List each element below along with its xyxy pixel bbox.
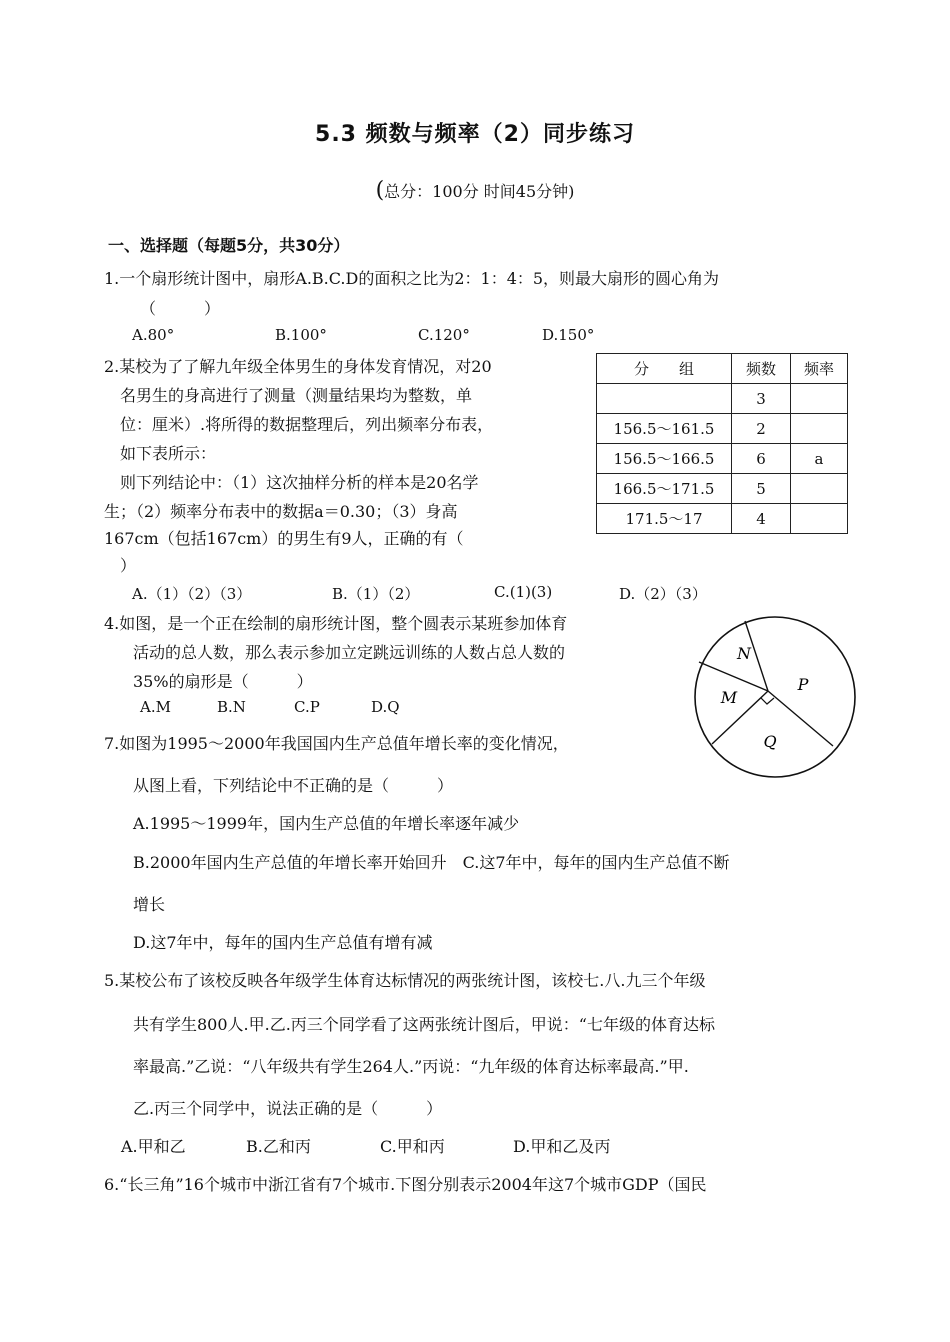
subtitle-text: 总分：100分 时间45分钟)	[384, 182, 575, 201]
pie-label-m: M	[720, 688, 738, 707]
q2-line-7: 167cm（包括167cm）的男生有9人，正确的有（	[104, 529, 464, 548]
pie-chart-figure	[690, 612, 860, 782]
q7-option-b-c: B.2000年国内生产总值的年增长率开始回升 C.这7年中，每年的国内生产总值不断	[133, 853, 730, 872]
q5-line-4: 乙.丙三个同学中，说法正确的是（ ）	[133, 1099, 443, 1118]
table-row	[597, 474, 848, 504]
q2-option-d: D.（2）（3）	[619, 585, 707, 603]
q7-option-d: D.这7年中，每年的国内生产总值有增有减	[133, 933, 433, 952]
table-cell: 156.5～161.5	[597, 414, 732, 444]
q5-line-1: 5.某校公布了该校反映各年级学生体育达标情况的两张统计图，该校七.八.九三个年级	[104, 971, 706, 990]
pie-divider-n-m	[699, 662, 768, 691]
pie-label-n: N	[737, 644, 751, 663]
table-cell: a	[791, 444, 848, 474]
q1-line-1: 1.一个扇形统计图中，扇形A.B.C.D的面积之比为2：1：4：5，则最大扇形的圆心角为	[104, 269, 720, 288]
table-cell: 6	[732, 444, 791, 474]
q4-option-c: C.P	[294, 698, 320, 716]
q4-line-2: 活动的总人数，那么表示参加立定跳远训练的人数占总人数的	[133, 643, 566, 662]
table-cell: 156.5～166.5	[597, 444, 732, 474]
q5-option-a: A.甲和乙	[121, 1137, 186, 1156]
page-title: 5.3 频数与频率（2）同步练习	[315, 122, 635, 147]
q2-option-b: B.（1）（2）	[332, 585, 420, 603]
table-row	[597, 384, 848, 414]
table-row	[597, 414, 848, 444]
q2-line-2: 名男生的身高进行了测量（测量结果均为整数，单	[120, 386, 473, 405]
q5-option-c: C.甲和丙	[380, 1137, 445, 1156]
table-cell	[597, 384, 732, 414]
right-angle-mark	[761, 698, 774, 704]
q6-line-1: 6.“长三角”16个城市中浙江省有7个城市.下图分别表示2004年这7个城市GDP（国民	[104, 1175, 707, 1194]
pie-label-q: Q	[763, 732, 777, 751]
q1-option-a: A.80°	[132, 326, 175, 344]
table-header-rate: 频率	[791, 354, 848, 384]
q1-option-c: C.120°	[418, 326, 470, 344]
q7-line-1: 7.如图为1995～2000年我国国内生产总值年增长率的变化情况，	[104, 734, 569, 753]
q7-option-a: A.1995～1999年，国内生产总值的年增长率逐年减少	[133, 814, 520, 833]
table-cell	[791, 504, 848, 534]
section-heading: 一、选择题（每题5分，共30分）	[108, 236, 350, 255]
table-header-row	[597, 354, 848, 384]
q4-line-3: 35%的扇形是（ ）	[133, 672, 313, 691]
pie-divider-q-p	[768, 691, 833, 746]
table-header-count: 频数	[732, 354, 791, 384]
q5-line-2: 共有学生800人.甲.乙.丙三个同学看了这两张统计图后，甲说：“七年级的体育达标	[133, 1015, 715, 1034]
q2-line-6: 生；（2）频率分布表中的数据a＝0.30；（3）身高	[104, 502, 458, 521]
q5-line-3: 率最高.”乙说：“八年级共有学生264人.”丙说：“九年级的体育达标率最高.”甲.	[133, 1057, 689, 1076]
table-cell: 166.5～171.5	[597, 474, 732, 504]
table-cell: 4	[732, 504, 791, 534]
frequency-table	[596, 353, 848, 534]
q2-line-3: 位：厘米）.将所得的数据整理后，列出频率分布表，	[120, 415, 494, 434]
table-row	[597, 444, 848, 474]
q4-line-1: 4.如图，是一个正在绘制的扇形统计图，整个圆表示某班参加体育	[104, 614, 568, 633]
q1-option-d: D.150°	[542, 326, 595, 344]
q2-option-a: A.（1）（2）（3）	[132, 585, 252, 603]
table-cell: 5	[732, 474, 791, 504]
table-cell	[791, 384, 848, 414]
q5-option-b: B.乙和丙	[246, 1137, 311, 1156]
q2-line-4: 如下表所示：	[120, 444, 217, 463]
q4-option-b: B.N	[217, 698, 246, 716]
table-cell: 171.5～17	[597, 504, 732, 534]
table-cell: 2	[732, 414, 791, 444]
q7-line-2: 从图上看，下列结论中不正确的是（ ）	[133, 776, 454, 795]
q2-line-5: 则下列结论中：（1）这次抽样分析的样本是20名学	[120, 473, 479, 492]
q4-option-a: A.M	[140, 698, 171, 716]
table-cell	[791, 474, 848, 504]
q2-option-c: C.(1)(3)	[494, 583, 553, 601]
pie-label-p: P	[797, 675, 809, 694]
q2-line-1: 2.某校为了了解九年级全体男生的身体发育情况，对20	[104, 357, 492, 376]
q5-option-d: D.甲和乙及丙	[513, 1137, 611, 1156]
q7-option-c-cont: 增长	[133, 895, 166, 914]
q1-option-b: B.100°	[275, 326, 327, 344]
q1-line-2: （ ）	[140, 299, 221, 318]
q4-option-d: D.Q	[371, 698, 400, 716]
q2-line-8: ）	[120, 556, 137, 575]
table-cell	[791, 414, 848, 444]
subtitle-paren: (	[375, 178, 385, 203]
page-subtitle	[0, 178, 950, 203]
table-row	[597, 504, 848, 534]
table-cell: 3	[732, 384, 791, 414]
table-header-group: 分 组	[597, 354, 732, 384]
